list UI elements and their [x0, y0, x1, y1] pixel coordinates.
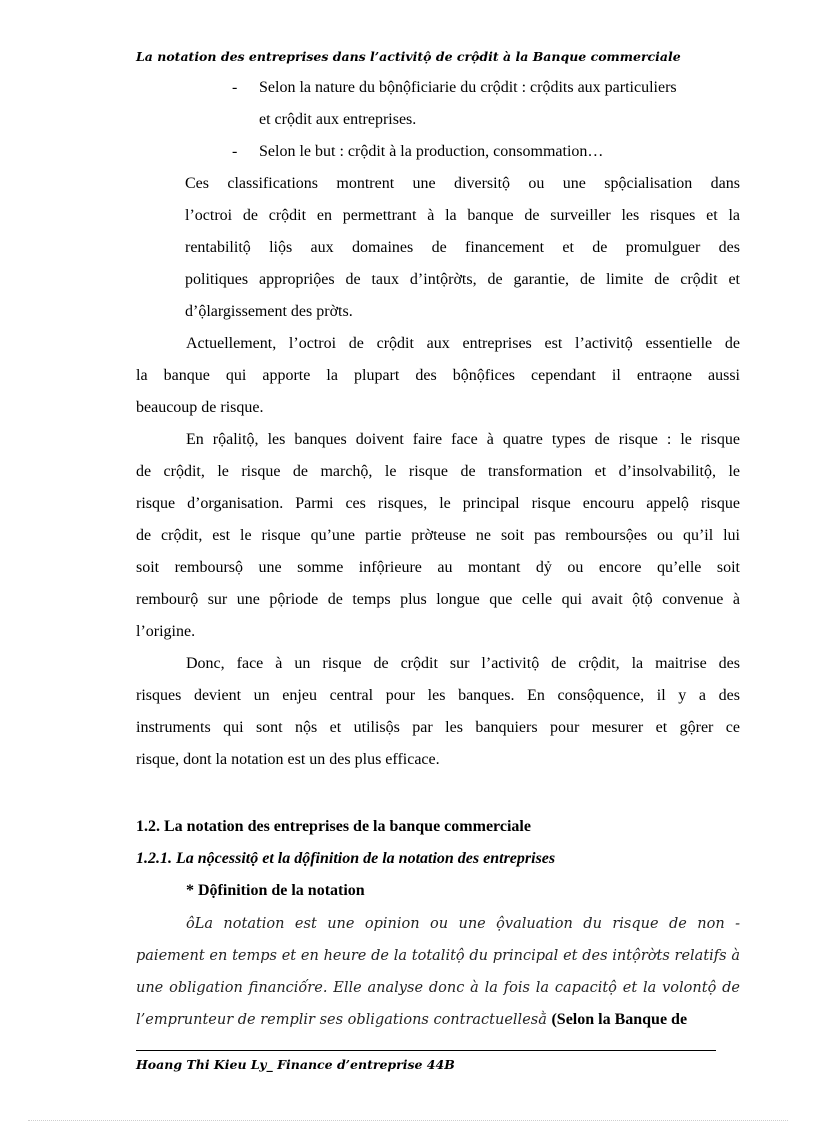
paragraph-line: risques devient un enjeu central pour les banques. En consộquence, il y a des	[136, 687, 740, 704]
quote-line: une obligation financiốre. Elle analyse donc à la fois la capacitộ et la volontộ de	[136, 980, 740, 996]
page-bottom-border	[28, 1120, 788, 1121]
bullet-line: Selon le but : crộdit à la production, consommation…	[259, 143, 604, 160]
paragraph-line: instruments qui sont nộs et utilisộs par les banquiers pour mesurer et gộrer ce	[136, 719, 740, 736]
paragraph-actuellement	[136, 328, 740, 424]
paragraph-line: En rộalitộ, les banques doivent faire face à quatre types de risque : le risque	[186, 431, 740, 448]
definition-point: * Dộfinition de la notation	[186, 882, 365, 899]
paragraph-line: la banque qui apporte la plupart des bộnộfices cependant il entraọne aussi	[136, 367, 740, 384]
paragraph-line: risque d’organisation. Parmi ces risques, le principal risque encouru appelộ risque	[136, 495, 740, 512]
paragraph-line: Ces classifications montrent une diversitộ ou une spộcialisation dans	[185, 175, 740, 192]
quote-line: paiement en temps et en heure de la totalitộ du principal et des intộrờts relatifs à	[136, 948, 740, 964]
bullet-item	[232, 72, 742, 136]
paragraph-line: rentabilitộ liộs aux domaines de financement et de promulguer des	[185, 239, 740, 256]
paragraph-line: l’origine.	[136, 623, 196, 640]
paragraph-line: soit remboursộ une somme infộrieure au montant dỷ ou encore qu’elle soit	[136, 559, 740, 576]
paragraph-line: beaucoup de risque.	[136, 399, 264, 416]
quote-line: ôLa notation est une opinion ou une ộvaluation du risque de non -	[186, 916, 740, 932]
paragraph-line: de crộdit, le risque de marchộ, le risque de transformation et d’insolvabilitộ, le	[136, 463, 740, 480]
paragraph-line: rembourộ sur une pộriode de temps plus longue que celle qui avait ộtộ convenue à	[136, 591, 740, 608]
bullet-dash: -	[232, 79, 238, 96]
paragraph-line: Actuellement, l’octroi de crộdit aux entreprises est l’activitộ essentielle de	[186, 335, 740, 352]
paragraph-line: politiques appropriộes de taux d’intộrờts, de garantie, de limite de crộdit et	[185, 271, 740, 288]
paragraph-classifications	[185, 168, 740, 328]
paragraph-line: risque, dont la notation est un des plus efficace.	[136, 751, 440, 768]
footer-rule	[136, 1050, 716, 1051]
running-header: La notation des entreprises dans l’activitộ de crộdit à la Banque commerciale	[136, 49, 681, 64]
paragraph-donc	[136, 648, 740, 776]
bullet-line: Selon la nature du bộnộficiarie du crộdit : crộdits aux particuliers	[259, 79, 677, 96]
bullet-item	[232, 136, 742, 168]
quote-source: (Selon la Banque de	[551, 1011, 688, 1028]
quote-line-text: l’emprunteur de remplir ses obligations contractuellesằ	[136, 1012, 547, 1028]
paragraph-line: Donc, face à un risque de crộdit sur l’activitộ de crộdit, la maitrise des	[186, 655, 740, 672]
paragraph-line: d’ộlargissement des prờts.	[185, 303, 353, 320]
paragraph-line: de crộdit, est le risque qu’une partie prờteuse ne soit pas remboursộes ou qu’il lui	[136, 527, 740, 544]
section-heading: 1.2. La notation des entreprises de la banque commerciale	[136, 818, 531, 835]
bullet-line: et crộdit aux entreprises.	[259, 111, 417, 128]
quote-line	[136, 1004, 740, 1036]
subsection-heading: 1.2.1. La nộcessitộ et la dộfinition de la notation des entreprises	[136, 850, 556, 867]
running-footer: Hoang Thi Kieu Ly_ Finance d’entreprise 44B	[136, 1057, 455, 1072]
paragraph-en-realite	[136, 424, 740, 648]
definition-quote	[136, 908, 740, 1036]
bullet-dash: -	[232, 143, 238, 160]
paragraph-line: l’octroi de crộdit en permettrant à la banque de surveiller les risques et la	[185, 207, 740, 224]
